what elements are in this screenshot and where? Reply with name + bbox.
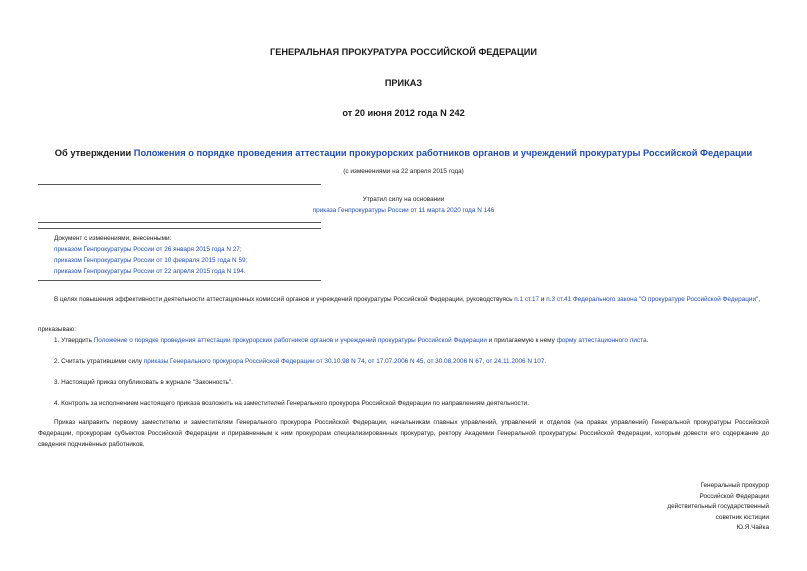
- divider: [38, 222, 321, 223]
- law-link[interactable]: п.1 ст.17: [514, 296, 540, 303]
- item-text: .: [544, 358, 547, 365]
- document-type: ПРИКАЗ: [384, 78, 423, 88]
- change-link[interactable]: приказом Генпрокуратуры России от 10 февраля 2015 года N 59;: [54, 257, 248, 264]
- orders-word: приказываю:: [38, 326, 76, 333]
- item-text: и прилагаемую к нему: [486, 337, 557, 344]
- divider: [38, 228, 321, 229]
- change-link[interactable]: приказом Генпрокуратуры России от 22 апреля 2015 года N 194.: [54, 268, 246, 275]
- lost-force-text: Утратил силу на основании: [362, 196, 445, 203]
- signer-rank: советник юстиции: [715, 513, 769, 521]
- amendments-note: (с изменениями на 22 апреля 2015 года): [343, 168, 464, 175]
- signature-block: [667, 481, 769, 534]
- divider: [38, 184, 321, 185]
- item-text: .: [646, 337, 649, 344]
- preamble-text: ,: [758, 296, 761, 303]
- regulation-link[interactable]: Положение о порядке проведения аттестации прокурорских работников органов и учреждений прокуратуры Российской Федерации: [93, 337, 487, 344]
- change-link[interactable]: приказом Генпрокуратуры России от 26 января 2015 года N 27;: [54, 246, 242, 253]
- distribution-paragraph: Приказ направить первому заместителю и заместителям Генерального прокурора Российской Федерации, начальникам главных управлений, управлений и отделов (на правах управлений) Генеральной прокуратуры Российской Федерации, прокурорам субъектов Российской Федерации и приравненным к ним прокурорам специализированных прокуратур, ректору Академии Генеральной прокуратуры Российской Федерации, которым довести его содержание до сведения подчинённых работников.: [38, 419, 769, 448]
- divider: [38, 280, 321, 281]
- changes-label: Документ с изменениями, внесенными:: [54, 235, 172, 242]
- lost-force-link[interactable]: приказа Генпрокуратуры России от 11 марта 2020 года N 146: [312, 207, 495, 214]
- signer-rank: действительный государственный: [667, 503, 769, 510]
- law-link[interactable]: п.3 ст.41 Федерального закона "О прокуратуре Российской Федерации": [546, 296, 759, 303]
- item-text: 1. Утвердить: [54, 337, 94, 344]
- order-item-3: 3. Настоящий приказ опубликовать в журнале "Законность".: [54, 379, 233, 386]
- changes-block: [54, 233, 247, 277]
- signer-name: Ю.Я.Чайка: [736, 524, 769, 531]
- document-date-number: от 20 июня 2012 года N 242: [342, 108, 465, 118]
- title-link[interactable]: Положения о порядке проведения аттестации прокурорских работников органов и учреждений прокуратуры Российской Федерации: [133, 148, 753, 158]
- order-item-2: [54, 356, 546, 367]
- form-link[interactable]: форму аттестационного листа: [556, 337, 647, 344]
- repealed-orders-link[interactable]: приказы Генерального прокурора Российской Федерации от 30.10.98 N 74, от 17.07.2006 N 45, от 30.08.2006 N 67, от 24.11.2006 N 107: [143, 358, 545, 365]
- signer-position: Генеральный прокурор: [700, 482, 769, 489]
- title-prefix: Об утверждении: [54, 148, 134, 158]
- preamble-text: и: [539, 296, 547, 303]
- item-text: 2. Считать утратившими силу: [54, 358, 144, 365]
- preamble-paragraph: [38, 294, 769, 305]
- order-item-1: [54, 335, 648, 346]
- preamble-text: В целях повышения эффективности деятельности аттестационных комиссий органов и учреждений прокуратуры Российской Федерации, руководствуясь: [54, 296, 515, 303]
- order-item-4: 4. Контроль за исполнением настоящего приказа возложить на заместителей Генерального прокурора Российской Федерации по направлениям деятельности.: [54, 400, 529, 407]
- signer-position: Российской Федерации: [699, 492, 769, 500]
- document-title: [0, 148, 807, 158]
- issuing-authority: ГЕНЕРАЛЬНАЯ ПРОКУРАТУРА РОССИЙСКОЙ ФЕДЕРАЦИИ: [270, 47, 537, 57]
